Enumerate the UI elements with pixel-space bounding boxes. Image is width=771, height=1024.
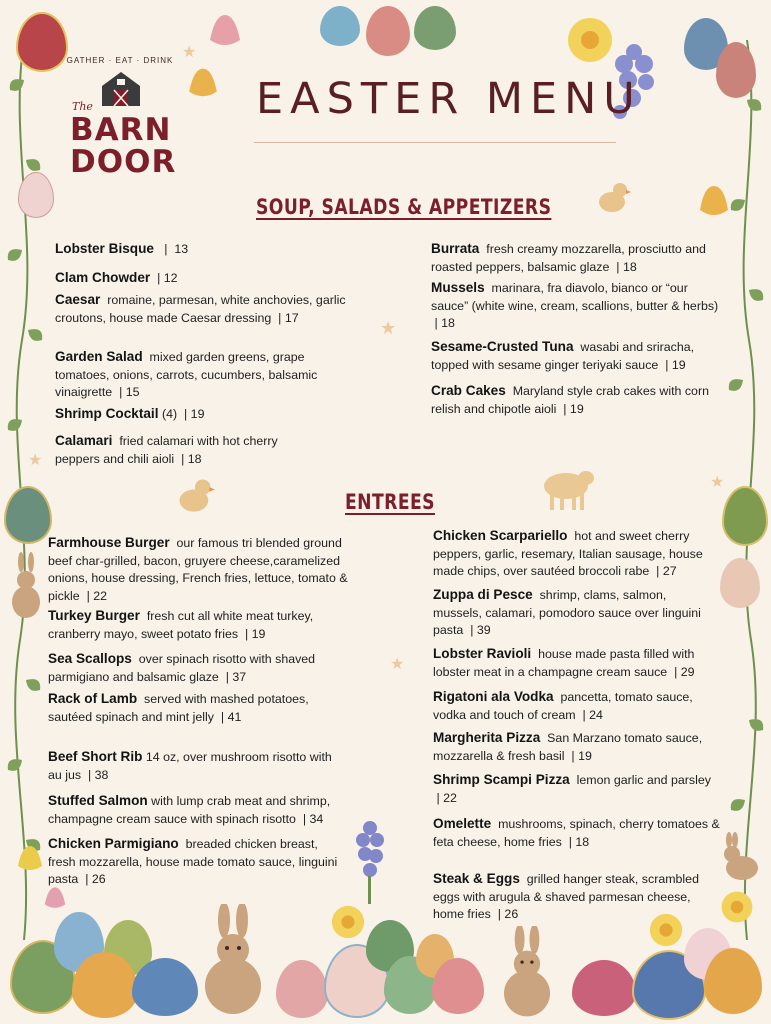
menu-item-description: 14 oz, over mushroom risotto with au jus bbox=[48, 750, 332, 782]
easter-egg-icon bbox=[276, 960, 328, 1018]
menu-item: Lobster Bisque | 13 bbox=[55, 241, 189, 256]
menu-item-description: marinara, fra diavolo, bianco or “our sauce” (white wine, cream, scallions, butter & herbs) bbox=[431, 281, 719, 313]
menu-item: Omelette mushrooms, spinach, cherry tomatoes & feta cheese, home fries | 18 bbox=[433, 816, 720, 849]
menu-item: Stuffed Salmon with lump crab meat and shrimp, champagne cream sauce with spinach risotto | 34 bbox=[48, 793, 331, 826]
menu-item-name: Lobster Bisque bbox=[55, 241, 154, 256]
menu-item-name: Burrata bbox=[431, 241, 480, 256]
menu-item-name: Caesar bbox=[55, 292, 101, 307]
easter-egg-icon bbox=[572, 960, 636, 1016]
tulip-icon bbox=[10, 840, 50, 884]
menu-item-price: 26 bbox=[91, 872, 106, 886]
menu-item-price: 17 bbox=[284, 310, 299, 325]
tulip-icon bbox=[200, 10, 250, 60]
menu-item-name: Margherita Pizza bbox=[433, 730, 541, 745]
menu-item-name: Shrimp Cocktail bbox=[55, 406, 159, 421]
star-icon: ★ bbox=[28, 452, 43, 469]
menu-item-description: over spinach risotto with shaved parmigiano and balsamic glaze bbox=[48, 652, 316, 684]
menu-item-description: romaine, parmesan, white anchovies, garlic croutons, house made Caesar dressing bbox=[55, 293, 346, 325]
menu-item-price: 22 bbox=[93, 588, 108, 603]
menu-item: Caesar romaine, parmesan, white anchovies, garlic croutons, house made Caesar dressing | 17 bbox=[55, 292, 346, 325]
menu-item-price: 19 bbox=[671, 357, 686, 372]
menu-item: Chicken Scarpariello hot and sweet cherry peppers, garlic, resemary, Italian sausage, house made chips, over sautéed broccoli rabe | 27 bbox=[433, 528, 703, 578]
easter-egg-icon bbox=[132, 958, 198, 1016]
hyacinth-icon bbox=[350, 818, 390, 904]
menu-item-name: Sea Scallops bbox=[48, 651, 132, 666]
tulip-icon bbox=[180, 64, 226, 110]
daffodil-icon bbox=[326, 900, 370, 944]
menu-item-name: Farmhouse Burger bbox=[48, 535, 170, 550]
menu-item-name: Chicken Parmigiano bbox=[48, 836, 179, 851]
menu-item-description: mixed garden greens, grape tomatoes, onions, carrots, cucumbers, balsamic vinaigrette bbox=[55, 350, 318, 399]
menu-item-description: wasabi and sriracha, topped with sesame ginger teriyaki sauce bbox=[431, 340, 695, 372]
easter-egg-icon bbox=[432, 958, 484, 1014]
menu-item-price: 19 bbox=[569, 401, 584, 416]
menu-item-price: 13 bbox=[174, 242, 189, 256]
logo-word-door: DOOR bbox=[70, 144, 177, 180]
menu-item: Chicken Parmigiano breaded chicken breast, fresh mozzarella, house made tomato sauce, linguini pasta | 26 bbox=[48, 836, 338, 886]
menu-item-description: fresh cut all white meat turkey, cranberry mayo, sweet potato fries bbox=[48, 609, 314, 641]
menu-item: Sesame-Crusted Tuna wasabi and sriracha, topped with sesame ginger teriyaki sauce | 19 bbox=[431, 339, 695, 372]
menu-item-name: Zuppa di Pesce bbox=[433, 587, 533, 602]
menu-item-price: 39 bbox=[476, 623, 491, 637]
menu-item-price: 34 bbox=[309, 811, 324, 826]
menu-item: Steak & Eggs grilled hanger steak, scrambled eggs with arugula & shaved parmesan cheese, home fries | 26 bbox=[433, 871, 699, 921]
menu-item-name: Garden Salad bbox=[55, 349, 143, 364]
menu-item-description: our famous tri blended ground beef char-grilled, bacon, gruyere cheese,caramelized onions, house dressing, French fries, lettuce, tomato & pickle bbox=[48, 536, 348, 603]
menu-item-name: Calamari bbox=[55, 433, 113, 448]
title-divider bbox=[254, 142, 616, 143]
menu-item-price: 37 bbox=[232, 669, 247, 684]
easter-egg-icon bbox=[4, 486, 52, 544]
menu-item: Garden Salad mixed garden greens, grape tomatoes, onions, carrots, cucumbers, balsamic vinaigrette | 15 bbox=[55, 349, 318, 399]
menu-item-price: 29 bbox=[680, 664, 695, 679]
menu-item-description: fresh creamy mozzarella, prosciutto and roasted peppers, balsamic glaze bbox=[431, 242, 706, 274]
logo-prefix: The bbox=[72, 100, 93, 113]
menu-item-name: Turkey Burger bbox=[48, 608, 140, 623]
menu-item-price: 18 bbox=[622, 259, 637, 274]
menu-item-price: 19 bbox=[578, 748, 592, 763]
menu-item-description: with lump crab meat and shrimp, champagne cream sauce with spinach risotto bbox=[48, 794, 331, 826]
menu-item: Clam Chowder | 12 bbox=[55, 270, 178, 285]
menu-item-description: breaded chicken breast, fresh mozzarella, house made tomato sauce, linguini pasta bbox=[48, 837, 338, 886]
easter-egg-icon bbox=[704, 948, 762, 1014]
menu-item-description: pancetta, tomato sauce, vodka and touch of cream bbox=[433, 690, 693, 722]
chick-icon bbox=[594, 178, 632, 216]
menu-item-description: (4) bbox=[161, 407, 178, 421]
menu-item-description: mushrooms, spinach, cherry tomatoes & feta cheese, home fries bbox=[433, 817, 720, 849]
menu-item-name: Steak & Eggs bbox=[433, 871, 520, 886]
menu-item: Turkey Burger fresh cut all white meat turkey, cranberry mayo, sweet potato fries | 19 bbox=[48, 608, 314, 641]
lamb-icon bbox=[536, 462, 598, 514]
menu-item-description: house made pasta filled with lobster meat in a champagne cream sauce bbox=[433, 647, 695, 679]
menu-item-price: 24 bbox=[589, 707, 603, 722]
star-icon: ★ bbox=[390, 656, 405, 673]
menu-item-price: 38 bbox=[94, 767, 109, 782]
menu-item: Mussels marinara, fra diavolo, bianco or “our sauce” (white wine, cream, scallions, butter & herbs) | 18 bbox=[431, 280, 719, 330]
menu-item: Margherita Pizza San Marzano tomato sauce, mozzarella & fresh basil | 19 bbox=[433, 730, 703, 763]
menu-item-description: shrimp, clams, salmon, mussels, calamari, pomodoro sauce over linguini pasta bbox=[433, 588, 701, 637]
menu-item: Lobster Ravioli house made pasta filled with lobster meat in a champagne cream sauce | 29 bbox=[433, 646, 695, 679]
easter-egg-icon bbox=[320, 6, 360, 46]
menu-item-description: fried calamari with hot cherry peppers and chili aioli bbox=[55, 434, 278, 466]
menu-item-description: Maryland style crab cakes with corn relish and chipotle aioli bbox=[431, 384, 709, 416]
menu-item-price: 19 bbox=[190, 407, 205, 421]
menu-item-name: Rigatoni ala Vodka bbox=[433, 689, 554, 704]
menu-item-name: Omelette bbox=[433, 816, 492, 831]
menu-item-name: Shrimp Scampi Pizza bbox=[433, 772, 570, 787]
menu-item-name: Crab Cakes bbox=[431, 383, 506, 398]
menu-item: Farmhouse Burger our famous tri blended ground beef char-grilled, bacon, gruyere cheese,caramelized onions, house dressing, French fries, lettuce, tomato & pickle | 22 bbox=[48, 535, 348, 603]
section-heading-appetizers: SOUP, SALADS & APPETIZERS bbox=[256, 195, 552, 219]
menu-item-price: 18 bbox=[441, 316, 455, 330]
easter-egg-icon bbox=[414, 6, 456, 50]
menu-item-price: 22 bbox=[443, 790, 457, 805]
menu-item-name: Rack of Lamb bbox=[48, 691, 138, 706]
menu-item: Shrimp Cocktail (4) | 19 bbox=[55, 406, 205, 421]
bunny-icon bbox=[494, 926, 560, 1018]
bunny-icon bbox=[720, 832, 762, 882]
menu-item-price: 26 bbox=[504, 907, 519, 921]
daffodil-icon bbox=[694, 180, 734, 224]
menu-item-name: Stuffed Salmon bbox=[48, 793, 148, 808]
menu-item: Calamari fried calamari with hot cherry peppers and chili aioli | 18 bbox=[55, 433, 278, 466]
menu-item-description: grilled hanger steak, scrambled eggs with arugula & shaved parmesan cheese, home fries bbox=[433, 872, 699, 921]
menu-item-price: 18 bbox=[187, 451, 202, 466]
daffodil-icon bbox=[644, 908, 688, 952]
star-icon: ★ bbox=[710, 474, 725, 491]
section-heading-entrees: ENTREES bbox=[345, 490, 435, 514]
tulip-icon bbox=[38, 882, 72, 920]
menu-item-description: hot and sweet cherry peppers, garlic, resemary, Italian sausage, house made chips, over sautéed broccoli rabe bbox=[433, 529, 703, 578]
barn-door-logo bbox=[60, 56, 180, 186]
menu-item-price: 19 bbox=[251, 626, 266, 641]
menu-item: Rack of Lamb served with mashed potatoes, sautéed spinach and mint jelly | 41 bbox=[48, 691, 309, 724]
bunny-icon bbox=[196, 904, 270, 1016]
menu-item-price: 41 bbox=[227, 709, 242, 724]
menu-item-price: 15 bbox=[125, 385, 140, 399]
menu-item: Beef Short Rib 14 oz, over mushroom risotto with au jus | 38 bbox=[48, 749, 332, 782]
daffodil-icon bbox=[716, 886, 758, 928]
logo-tagline: GATHER · EAT · DRINK bbox=[66, 56, 174, 65]
menu-item: Rigatoni ala Vodka pancetta, tomato sauce, vodka and touch of cream | 24 bbox=[433, 689, 693, 722]
menu-item-name: Mussels bbox=[431, 280, 485, 295]
menu-item-description: served with mashed potatoes, sautéed spinach and mint jelly bbox=[48, 692, 309, 724]
menu-item: Zuppa di Pesce shrimp, clams, salmon, mussels, calamari, pomodoro sauce over linguini pasta | 39 bbox=[433, 587, 701, 637]
menu-item-description: lemon garlic and parsley bbox=[576, 773, 711, 787]
menu-item-name: Sesame-Crusted Tuna bbox=[431, 339, 574, 354]
easter-egg-icon bbox=[18, 172, 54, 218]
menu-item-name: Lobster Ravioli bbox=[433, 646, 532, 661]
menu-item-name: Chicken Scarpariello bbox=[433, 528, 568, 543]
menu-item-price: 12 bbox=[163, 271, 178, 285]
menu-item-description: San Marzano tomato sauce, mozzarella & fresh basil bbox=[433, 731, 703, 763]
menu-item: Sea Scallops over spinach risotto with shaved parmigiano and balsamic glaze | 37 bbox=[48, 651, 316, 684]
menu-item-name: Clam Chowder bbox=[55, 270, 151, 285]
star-icon: ★ bbox=[182, 44, 197, 61]
bunny-icon bbox=[8, 552, 44, 622]
chick-icon bbox=[174, 474, 216, 516]
menu-item: Burrata fresh creamy mozzarella, prosciutto and roasted peppers, balsamic glaze | 18 bbox=[431, 241, 706, 274]
menu-item: Shrimp Scampi Pizza lemon garlic and parsley | 22 bbox=[433, 772, 711, 805]
barn-icon bbox=[98, 68, 144, 108]
star-icon: ★ bbox=[380, 318, 397, 338]
menu-item: Crab Cakes Maryland style crab cakes with corn relish and chipotle aioli | 19 bbox=[431, 383, 709, 416]
easter-egg-icon bbox=[366, 6, 410, 56]
page-title: EASTER MENU bbox=[256, 74, 642, 124]
menu-item-name: Beef Short Rib bbox=[48, 749, 143, 764]
logo-word-barn: BARN bbox=[70, 112, 172, 148]
menu-item-price: 27 bbox=[662, 564, 677, 578]
menu-item-price: 18 bbox=[575, 834, 590, 849]
